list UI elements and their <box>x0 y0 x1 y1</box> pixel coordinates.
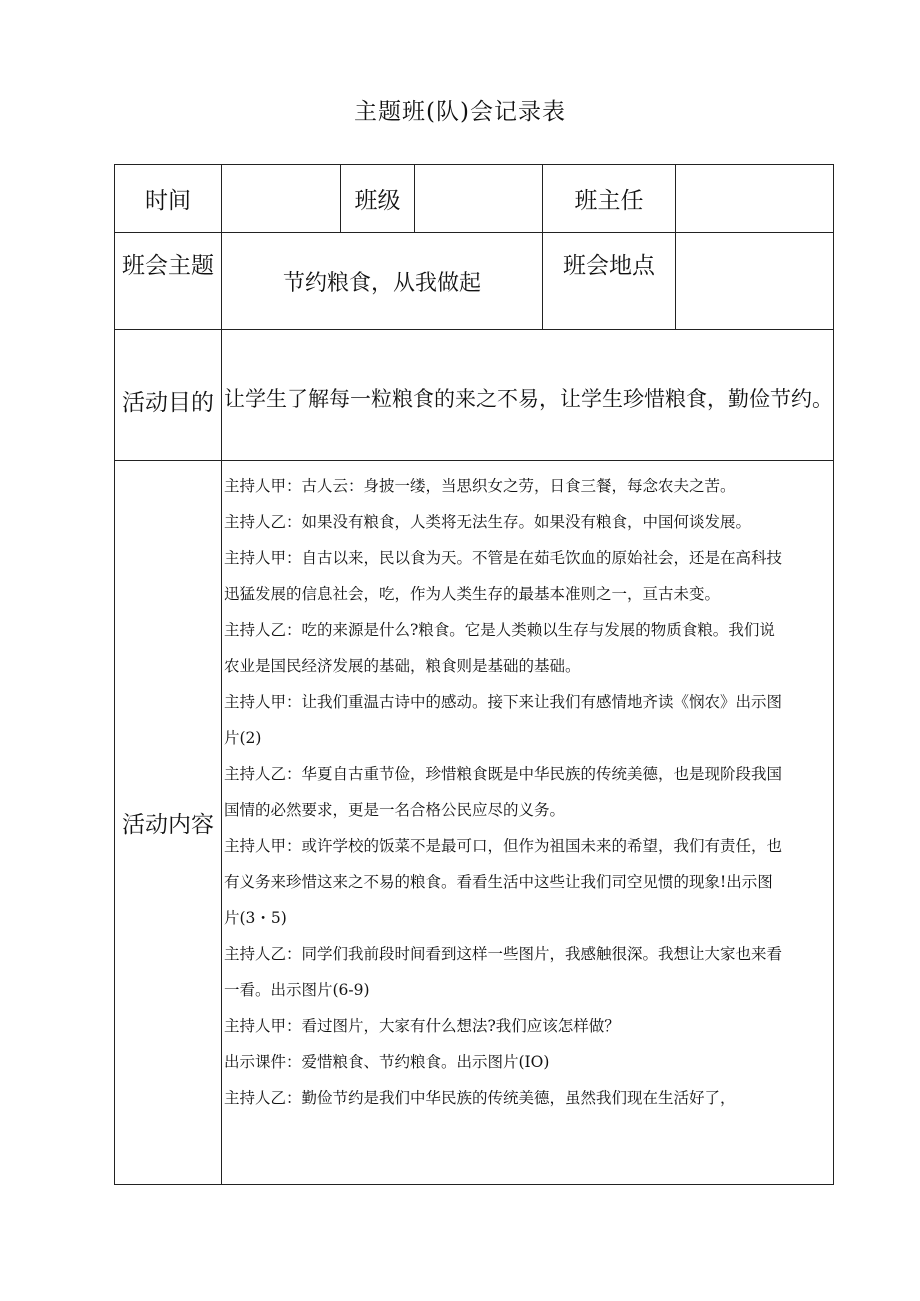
time-label: 时间 <box>115 165 222 233</box>
content-line: 一看。出示图片(6-9) <box>224 981 370 999</box>
content-line: 主持人甲：让我们重温古诗中的感动。接下来让我们有感情地齐读《悯农》出示图 <box>224 693 783 711</box>
content-body <box>222 461 834 1185</box>
class-value <box>415 165 543 233</box>
row-theme-location <box>115 233 834 330</box>
row-time-class <box>115 165 834 233</box>
content-line: 片(2) <box>224 729 262 747</box>
row-goal <box>115 330 834 461</box>
content-line: 农业是国民经济发展的基础，粮食则是基础的基础。 <box>224 657 581 675</box>
content-line: 主持人乙：同学们我前段时间看到这样一些图片，我感触很深。我想让大家也来看 <box>224 945 783 963</box>
content-line: 主持人乙：如果没有粮食，人类将无法生存。如果没有粮食，中国何谈发展。 <box>224 513 752 531</box>
row-content <box>115 461 834 1185</box>
content-line: 出示课件：爱惜粮食、节约粮食。出示图片(IO) <box>224 1053 550 1071</box>
content-line: 主持人甲：自古以来，民以食为天。不管是在茹毛饮血的原始社会，还是在高科技 <box>224 549 783 567</box>
content-line: 主持人乙：吃的来源是什么?粮食。它是人类赖以生存与发展的物质食粮。我们说 <box>224 621 775 639</box>
class-label: 班级 <box>341 165 415 233</box>
teacher-label: 班主任 <box>543 165 676 233</box>
content-line: 片(3・5) <box>224 909 287 927</box>
teacher-value <box>676 165 834 233</box>
content-line: 主持人乙：勤俭节约是我们中华民族的传统美德，虽然我们现在生活好了， <box>224 1089 736 1107</box>
content-line: 主持人甲：或许学校的饭菜不是最可口，但作为祖国未来的希望，我们有责任，也 <box>224 837 783 855</box>
theme-label: 班会主题 <box>115 233 222 330</box>
content-line: 有义务来珍惜这来之不易的粮食。看看生活中这些让我们司空见惯的现象!出示图 <box>224 873 773 891</box>
time-value <box>222 165 341 233</box>
content-label: 活动内容 <box>115 461 222 1185</box>
goal-value: 让学生了解每一粒粮食的来之不易，让学生珍惜粮食，勤俭节约。 <box>222 330 834 461</box>
content-line: 主持人甲：古人云：身披一缕，当思织女之劳，日食三餐，每念农夫之苦。 <box>224 477 736 495</box>
goal-label: 活动目的 <box>115 330 222 461</box>
location-value <box>676 233 834 330</box>
theme-value: 节约粮食，从我做起 <box>222 233 543 330</box>
record-table <box>114 164 834 1185</box>
location-label: 班会地点 <box>543 233 676 330</box>
content-line: 主持人甲：看过图片，大家有什么想法?我们应该怎样做？ <box>224 1017 620 1035</box>
page-title: 主题班(队)会记录表 <box>354 99 566 125</box>
content-line: 迅猛发展的信息社会，吃，作为人类生存的最基本准则之一，亘古未变。 <box>224 585 721 603</box>
content-line: 国情的必然要求，更是一名合格公民应尽的义务。 <box>224 801 566 819</box>
content-line: 主持人乙：华夏自古重节俭，珍惜粮食既是中华民族的传统美德，也是现阶段我国 <box>224 765 783 783</box>
